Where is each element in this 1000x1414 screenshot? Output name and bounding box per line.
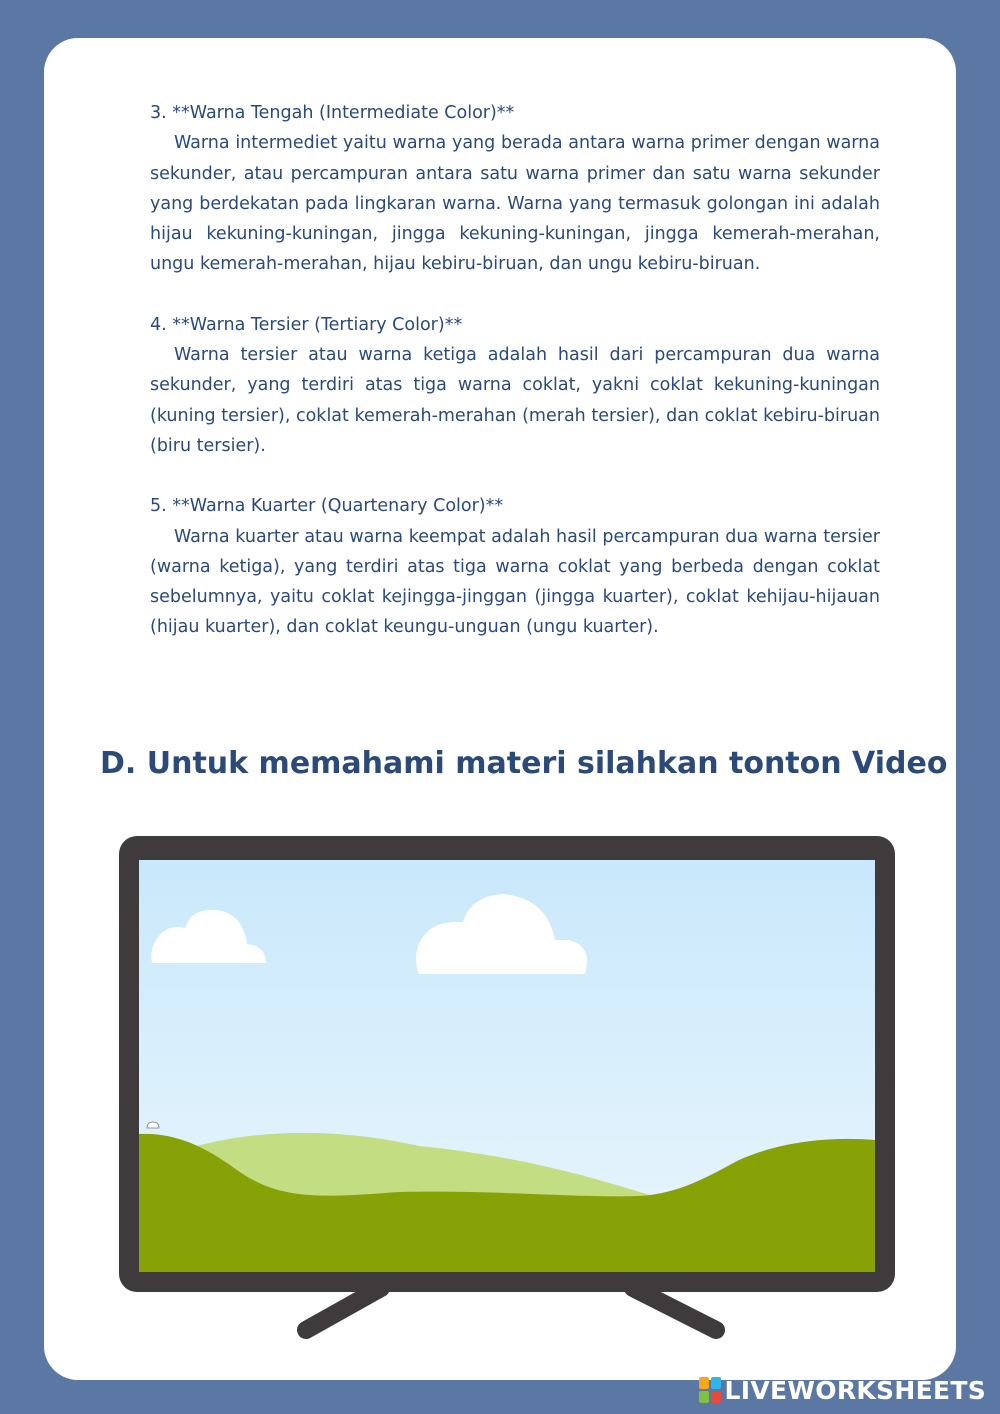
section-title: 3. **Warna Tengah (Intermediate Color)**: [150, 103, 515, 123]
section-body: Warna kuarter atau warna keempat adalah hasil percampuran dua warna tersier (warna ketiga), yang terdiri atas tiga warna coklat yang berbeda dengan coklat sebelumnya, yaitu coklat kejingga-jinggan (jingga kuarter), coklat kehijau-hijauan (hijau kuarter), dan coklat keungu-unguan (ungu kuarter).: [150, 526, 880, 638]
section-intermediate-color: [150, 98, 880, 280]
section-body: Warna tersier atau warna ketiga adalah hasil dari percampuran dua warna sekunder, yang terdiri atas tiga warna coklat, yakni coklat kekuning-kuningan (kuning tersier), coklat kemerah-merahan (merah tersier), dan coklat kebiru-biruan (biru tersier).: [150, 345, 880, 456]
liveworksheets-logo-icon: [699, 1377, 721, 1403]
section-title: 5. **Warna Kuarter (Quartenary Color)**: [150, 496, 504, 517]
content-sections: [150, 98, 880, 673]
section-quartenary-color: [150, 491, 880, 642]
section-tertiary-color: [150, 310, 880, 461]
video-screen[interactable]: [139, 860, 875, 1272]
section-body: Warna intermediet yaitu warna yang berada antara warna primer dengan warna sekunder, atau percampuran antara satu warna primer dan satu warna sekunder yang berdekatan pada lingkaran warna. Warna yang termasuk golongan ini adalah hijau kekuning-kuningan, jingga kekuning-kuningan, jingga kemerah-merahan, ungu kemerah-merahan, hijau kebiru-biruan, dan ungu kebiru-biruan.: [150, 133, 880, 275]
sheep-icon: [147, 1122, 159, 1128]
liveworksheets-logo: [699, 1376, 986, 1404]
video-heading: D. Untuk memahami materi silahkan tonton Video: [100, 746, 948, 781]
video-player[interactable]: [119, 836, 895, 1346]
tv-stand-left-leg: [306, 1288, 381, 1330]
liveworksheets-wordmark: LIVEWORKSHEETS: [724, 1375, 986, 1405]
section-title: 4. **Warna Tersier (Tertiary Color)**: [150, 314, 463, 335]
tv-stand-right-leg: [633, 1288, 716, 1330]
